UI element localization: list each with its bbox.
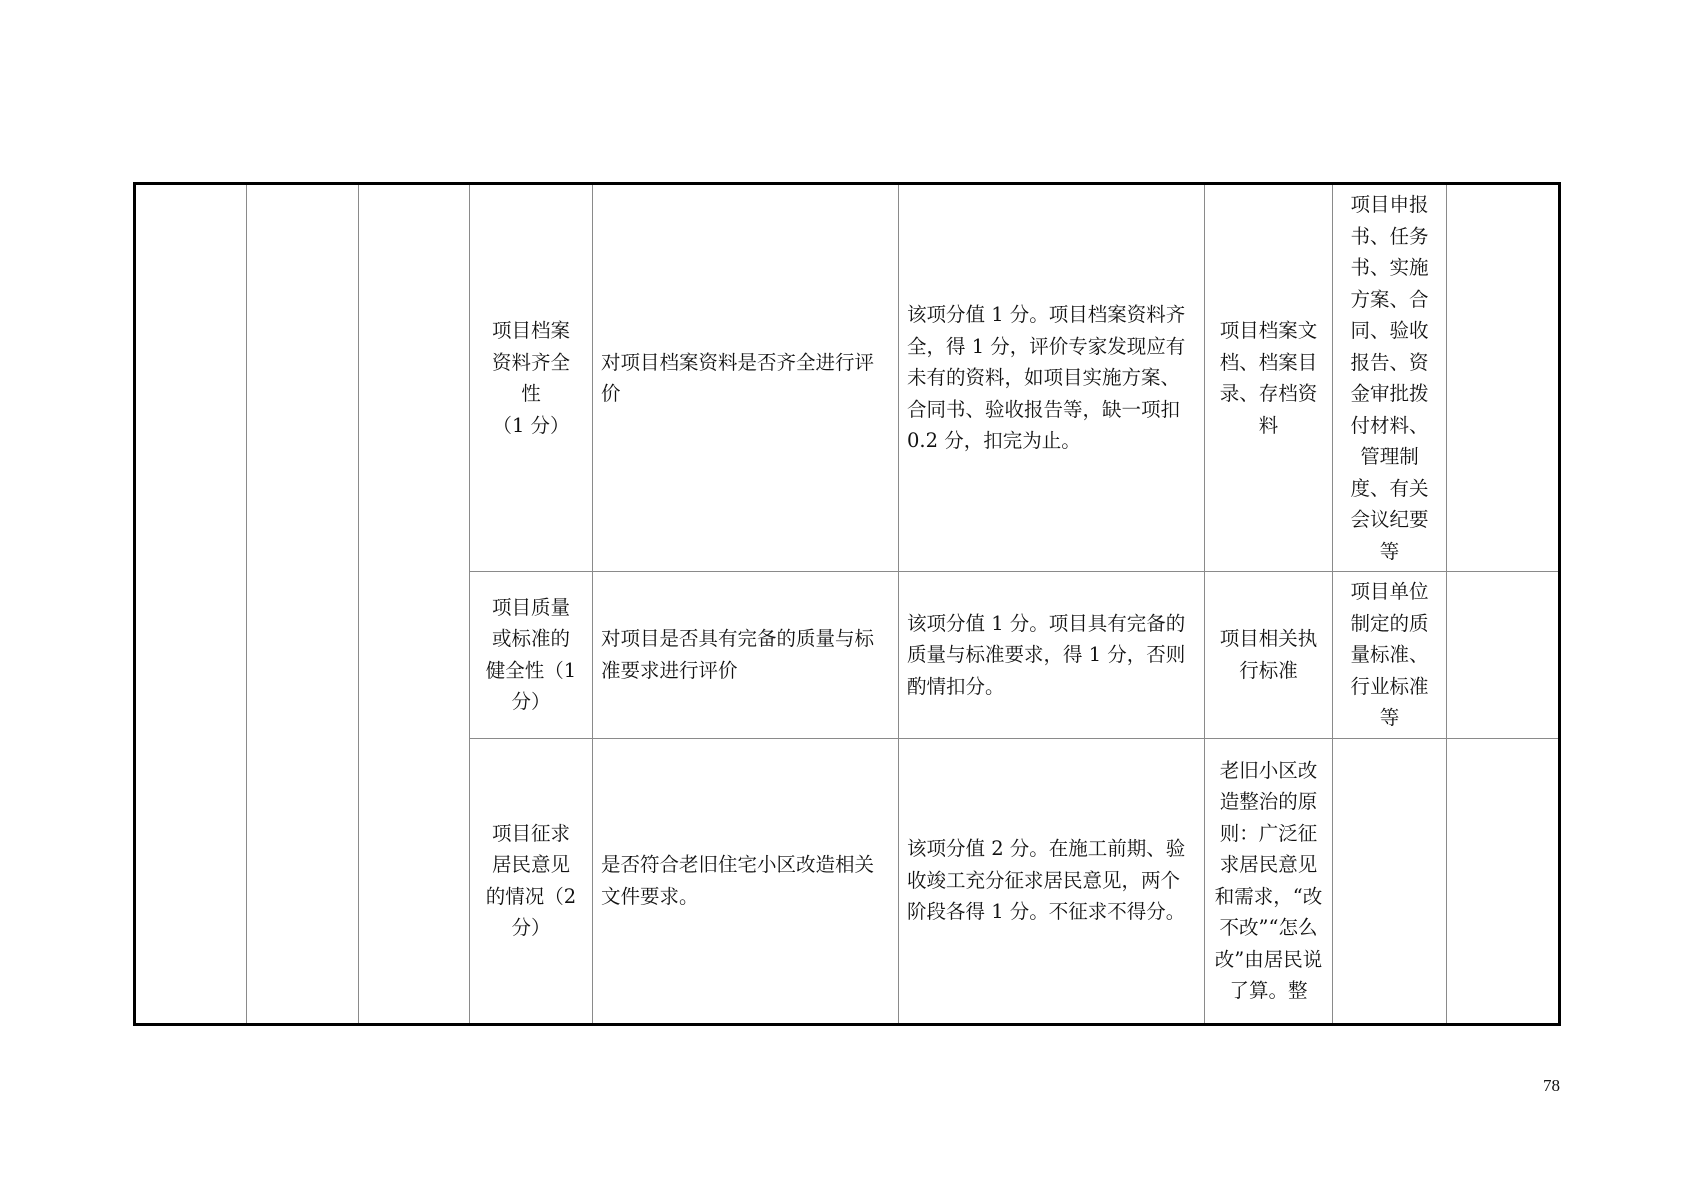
notes-cell [1447,184,1560,572]
indicator-line: 或标准的 [491,627,570,651]
evidence-source-cell: 项目相关执行标准 [1205,572,1333,739]
criteria-cell: 该项分值 1 分。项目具有完备的质量与标准要求，得 1 分，否则酌情扣分。 [899,572,1205,739]
indicator-cell [470,738,593,1024]
evidence-source-cell: 项目档案文档、档案目录、存档资料 [1205,184,1333,572]
indicator-line: 健全性（1 [485,658,577,682]
notes-cell [1447,572,1560,739]
indicator-line: 居民意见 [491,853,570,876]
indicator-line: （1 分） [492,413,570,437]
table-row [135,184,1560,572]
description-cell: 对项目是否具有完备的质量与标准要求进行评价 [593,572,899,739]
indicator-line: 分） [511,690,551,714]
description-cell: 对项目档案资料是否齐全进行评价 [593,184,899,572]
evaluation-table [133,182,1561,1026]
criteria-cell: 该项分值 2 分。在施工前期、验收竣工充分征求居民意见，两个阶段各得 1 分。不征求不得分。 [899,738,1205,1024]
description-cell: 是否符合老旧住宅小区改造相关文件要求。 [593,738,899,1024]
indicator-line: 的情况（2 [485,884,577,908]
indicator-line: 项目征求 [491,821,570,845]
level2-indicator-cell [247,184,359,1025]
indicator-line: 项目档案 [491,319,570,342]
criteria-cell: 该项分值 1 分。项目档案资料齐全，得 1 分，评价专家发现应有未有的资料，如项目实施方案、合同书、验收报告等，缺一项扣 0.2 分，扣完为止。 [899,184,1205,572]
indicator-line: 分） [511,916,551,939]
level1-indicator-cell [135,184,247,1025]
basis-cell: 项目申报书、任务书、实施方案、合同、验收报告、资金审批拨付材料、管理制度、有关会议纪要等 [1333,184,1447,572]
level3-indicator-cell [359,184,470,1025]
indicator-cell [470,184,593,572]
indicator-line: 项目质量 [491,595,570,619]
basis-cell: 项目单位制定的质量标准、行业标准等 [1333,572,1447,739]
indicator-cell [470,572,593,739]
notes-cell [1447,738,1560,1024]
page-number: 78 [1543,1076,1560,1095]
indicator-line: 资料齐全 [491,350,570,374]
evidence-source-cell: 老旧小区改造整治的原则：广泛征求居民意见和需求，“改不改”“怎么改”由居民说了算。整 [1205,738,1333,1024]
basis-cell [1333,738,1447,1024]
indicator-line: 性 [521,382,541,405]
